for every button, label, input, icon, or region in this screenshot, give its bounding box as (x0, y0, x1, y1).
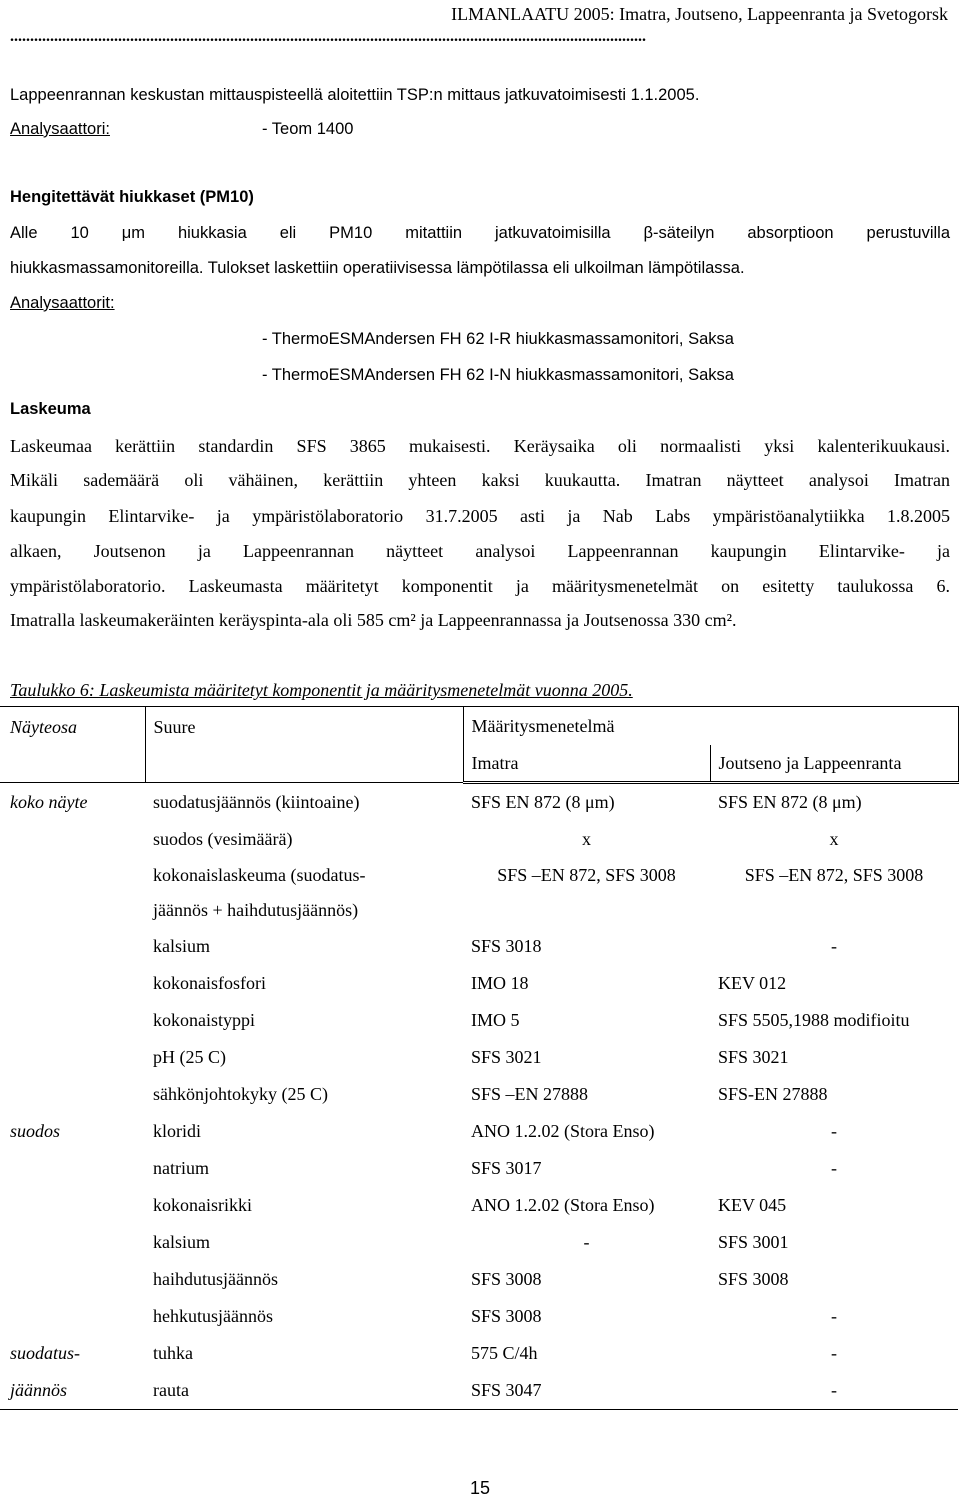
tsp-intro: Lappeenrannan keskustan mittauspisteellä aloitettiin TSP:n mittaus jatkuvatoimisesti 1.1.2005. (10, 86, 700, 104)
header-joutseno: Joutseno ja Lappeenranta (710, 745, 958, 783)
cell-imatra: SFS 3018 (471, 936, 542, 956)
cell-quantity: natrium (153, 1158, 209, 1178)
cell-joutseno: SFS EN 872 (8 μm) (718, 792, 862, 812)
cell-imatra: x (582, 829, 591, 849)
cell-imatra: SFS –EN 27888 (471, 1084, 589, 1104)
cell-imatra: SFS 3021 (471, 1047, 542, 1067)
cell-quantity: kokonaislaskeuma (suodatus- (153, 865, 366, 885)
cell-joutseno: SFS 5505,1988 modifioitu (718, 1010, 910, 1030)
cell-joutseno: - (831, 1158, 837, 1178)
cell-imatra: SFS 3017 (471, 1158, 542, 1178)
cell-sample (0, 965, 145, 1002)
header-dotted-rule: ............................................................................................................................................................... (10, 28, 646, 45)
deposition-heading: Laskeuma (10, 400, 91, 418)
cell-sample (0, 1261, 145, 1298)
cell-imatra: 575 C/4h (471, 1343, 538, 1363)
page-number: 15 (469, 1478, 491, 1498)
cell-quantity: rauta (145, 1372, 463, 1410)
deposition-text-line-6: Imatralla laskeumakeräinten keräyspinta-ala oli 585 cm² ja Lappeenrannassa ja Joutsenossa 330 cm². (10, 610, 737, 630)
table-row (0, 1335, 958, 1372)
cell-imatra: - (583, 1232, 590, 1252)
cell-quantity-continued: jäännös + haihdutusjäännös) (153, 900, 359, 920)
cell-sample (0, 858, 145, 893)
cell-imatra: SFS 3047 (463, 1372, 710, 1410)
pm10-text-line-2: hiukkasmassamonitoreilla. Tulokset laskettiin operatiivisessa lämpötilassa eli ulkoilman lämpötilassa. (10, 259, 745, 277)
cell-quantity: pH (25 C) (153, 1047, 226, 1067)
cell-quantity: haihdutusjäännös (153, 1269, 278, 1289)
cell-sample (0, 1224, 145, 1261)
cell-quantity: suodatusjäännös (kiintoaine) (153, 791, 360, 812)
cell-quantity: hehkutusjäännös (153, 1306, 273, 1326)
pm10-analyzer-item: - ThermoESMAndersen FH 62 I-R hiukkasmassamonitori, Saksa (262, 330, 734, 348)
cell-quantity: tuhka (153, 1343, 193, 1363)
deposition-text-line-5: ympäristölaboratorio. Laskeumasta määritetyt komponentit ja määritysmenetelmät on esitetty taulukossa 6. (10, 576, 950, 596)
table-caption: Taulukko 6: Laskeumista määritetyt komponentit ja määritysmenetelmät vuonna 2005. (10, 680, 633, 700)
cell-imatra: ANO 1.2.02 (Stora Enso) (471, 1121, 655, 1141)
table-row (0, 928, 958, 965)
header-method: Määritysmenetelmä (463, 707, 958, 746)
tsp-analyzer-value: - Teom 1400 (262, 120, 354, 138)
table-row (0, 783, 958, 822)
table-row (0, 1150, 958, 1187)
table-row (0, 821, 958, 858)
cell-joutseno: SFS 3001 (718, 1232, 789, 1252)
cell-quantity: sähkönjohtokyky (25 C) (153, 1084, 328, 1104)
cell-sample (0, 928, 145, 965)
methods-table (0, 706, 959, 1410)
cell-joutseno: KEV 012 (718, 973, 787, 993)
cell-joutseno: - (831, 1306, 837, 1326)
table-row (0, 1076, 958, 1113)
deposition-text-line-3: kaupungin Elintarvike- ja ympäristölaboratorio 31.7.2005 asti ja Nab Labs ympäristöanalytiikka 1.8.2005 (10, 506, 950, 526)
cell-sample (0, 1002, 145, 1039)
table-row (0, 1039, 958, 1076)
cell-imatra: SFS 3008 (471, 1269, 542, 1289)
cell-sample: suodos (10, 1121, 61, 1141)
table-row (0, 858, 958, 893)
header-quantity: Suure (145, 707, 463, 783)
table-row (0, 1372, 958, 1410)
cell-sample (0, 1150, 145, 1187)
cell-quantity: kloridi (153, 1121, 201, 1141)
cell-joutseno: - (831, 1121, 837, 1141)
running-header-title: ILMANLAATU 2005: Imatra, Joutseno, Lappeenranta ja Svetogorsk (451, 4, 948, 24)
tsp-analyzer-label: Analysaattori: (10, 120, 110, 138)
cell-joutseno: - (710, 1372, 958, 1410)
deposition-text-line-4: alkaen, Joutsenon ja Lappeenrannan näytteet analysoi Lappeenrannan kaupungin Elintarvike- ja (10, 541, 950, 561)
cell-imatra: IMO 18 (471, 973, 529, 993)
cell-sample (0, 1298, 145, 1335)
cell-imatra: SFS EN 872 (8 μm) (471, 792, 615, 812)
cell-imatra: IMO 5 (471, 1010, 520, 1030)
pm10-text-line-1: Alle 10 μm hiukkasia eli PM10 mitattiin jatkuvatoimisilla β-säteilyn absorptioon perustuvilla (10, 224, 950, 242)
cell-sample (0, 1076, 145, 1113)
header-sample: Näyteosa (0, 707, 145, 783)
deposition-text-line-2: Mikäli sademäärä oli vähäinen, kerättiin yhteen kaksi kuukautta. Imatran näytteet analysoi Imatran (10, 470, 950, 490)
cell-quantity: kalsium (153, 936, 210, 956)
table-row (0, 1187, 958, 1224)
cell-joutseno: SFS 3021 (718, 1047, 789, 1067)
cell-quantity: kokonaisfosfori (153, 973, 266, 993)
cell-joutseno: SFS 3008 (718, 1269, 789, 1289)
cell-joutseno: - (831, 936, 837, 956)
cell-sample (0, 821, 145, 858)
cell-joutseno: SFS –EN 872, SFS 3008 (744, 865, 924, 885)
cell-sample: suodatus- (10, 1343, 81, 1363)
table-row (0, 1002, 958, 1039)
table-header-row (0, 707, 958, 746)
cell-sample: koko näyte (10, 791, 88, 812)
table-row (0, 1113, 958, 1150)
cell-quantity: kokonaisrikki (153, 1195, 252, 1215)
deposition-text-line-1: Laskeumaa kerättiin standardin SFS 3865 mukaisesti. Keräysaika oli normaalisti yksi kalenterikuukausi. (10, 436, 950, 456)
header-imatra: Imatra (463, 745, 710, 783)
table-row (0, 893, 958, 928)
cell-imatra: ANO 1.2.02 (Stora Enso) (471, 1195, 655, 1215)
pm10-heading: Hengitettävät hiukkaset (PM10) (10, 188, 254, 206)
cell-quantity: kokonaistyppi (153, 1010, 255, 1030)
cell-sample (0, 1039, 145, 1076)
cell-imatra: SFS 3008 (471, 1306, 542, 1326)
pm10-analyzers-label: Analysaattorit: (10, 294, 115, 312)
pm10-analyzer-item: - ThermoESMAndersen FH 62 I-N hiukkasmassamonitori, Saksa (262, 366, 734, 384)
cell-sample: jäännös (0, 1372, 145, 1410)
cell-quantity: kalsium (153, 1232, 210, 1252)
cell-quantity: suodos (vesimäärä) (153, 829, 293, 849)
table-row (0, 1298, 958, 1335)
cell-joutseno: - (831, 1343, 837, 1363)
cell-imatra: SFS –EN 872, SFS 3008 (497, 865, 676, 885)
cell-joutseno: x (829, 829, 839, 849)
table-row (0, 965, 958, 1002)
table-row (0, 1224, 958, 1261)
cell-sample (0, 1187, 145, 1224)
cell-joutseno: SFS-EN 27888 (718, 1084, 828, 1104)
cell-joutseno: KEV 045 (718, 1195, 787, 1215)
table-row (0, 1261, 958, 1298)
